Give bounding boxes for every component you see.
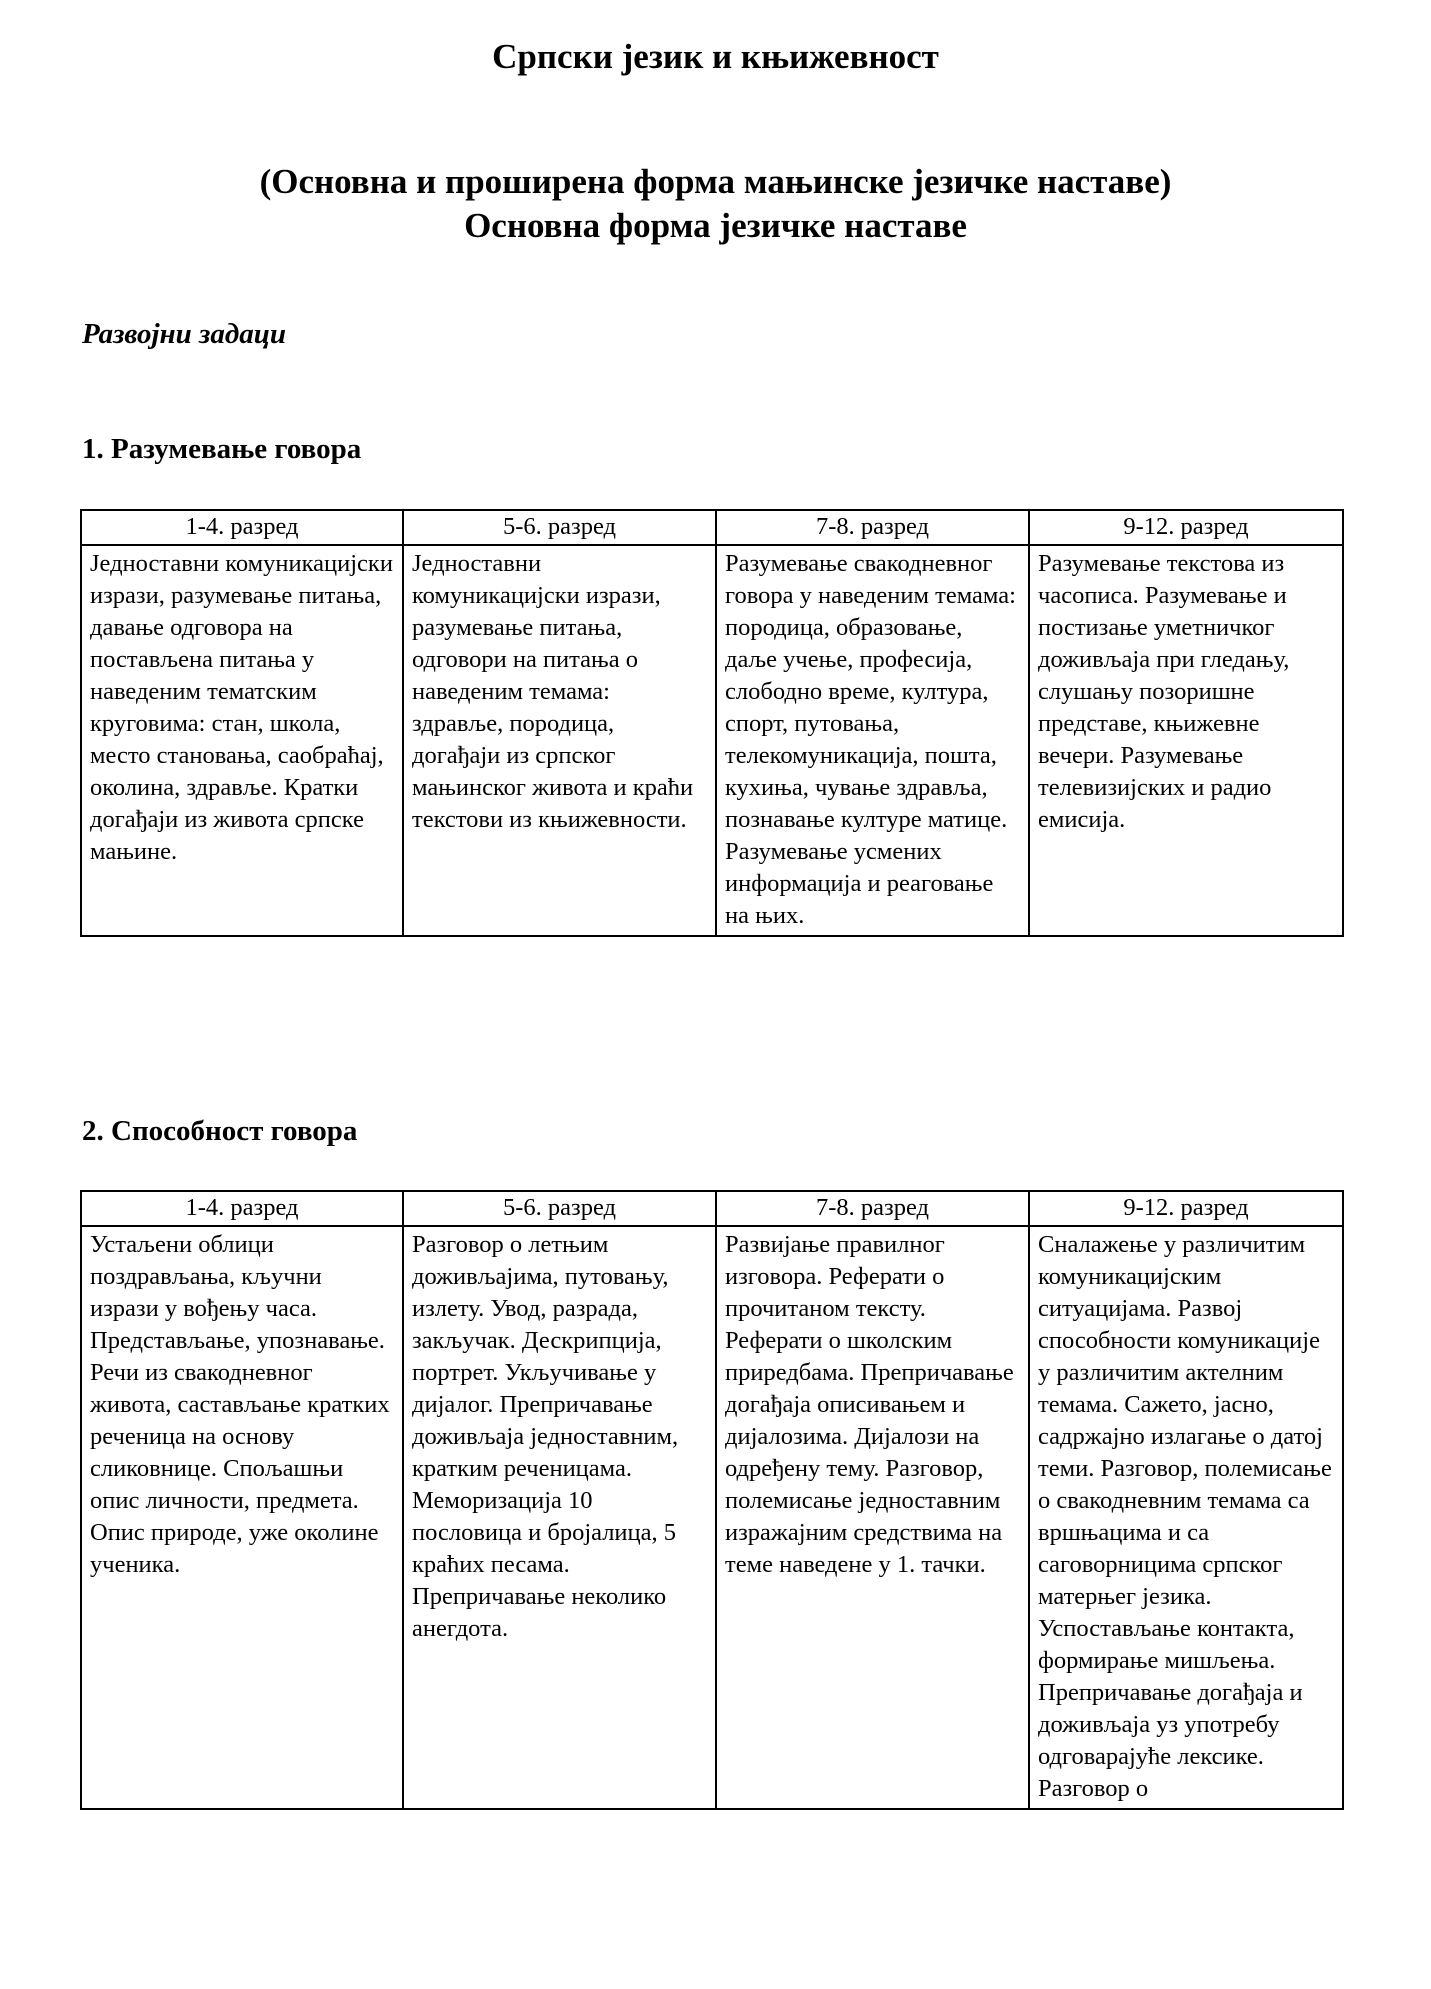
table-cell: Разумевање свакодневног говора у наведеним темама: породица, образовање, даље учење, професија, слободно време, култура, спорт, путовања, телекомуникација, пошта, кухиња, чување здравља, познавање културе матице. Разумевање усмених информација и реаговање на њих. (716, 545, 1029, 936)
table-header-row (81, 1191, 1343, 1226)
section-heading-understanding: 1. Разумевање говора (82, 433, 362, 465)
column-header: 7-8. разред (716, 510, 1029, 545)
document-title: Српски језик и књижевност (492, 37, 939, 76)
table-cell: Развијање правилног изговора. Реферати о прочитаном тексту. Реферати о школским приредбама. Препричавање догађаја описивањем и дијалозима. Дијалози на одређену тему. Разговор, полемисање једноставним изражајним средствима на теме наведене у 1. тачки. (716, 1226, 1029, 1809)
table-header-row (81, 510, 1343, 545)
column-header: 9-12. разред (1029, 1191, 1343, 1226)
section-heading-speaking: 2. Способност говора (82, 1115, 358, 1147)
table-cell: Разумевање текстова из часописа. Разумевање и постизање уметничког доживљаја при гледању, слушању позоришне представе, књижевне вечери. Разумевање телевизијских и радио емисија. (1029, 545, 1343, 936)
column-header: 1-4. разред (81, 1191, 403, 1226)
column-header: 5-6. разред (403, 510, 716, 545)
section-label: Развојни задаци (82, 318, 286, 350)
table-cell: Једноставни комуникацијски изрази, разумевање питања, одговори на питања о наведеним темама: здравље, породица, догађаји из српског мањинског живота и краћи текстови из књижевности. (403, 545, 716, 936)
table-cell: Једноставни комуникацијски изрази, разумевање питања, давање одговора на постављена питања у наведеним тематским круговима: стан, школа, место становања, саобраћај, околина, здравље. Кратки догађаји из живота српске мањине. (81, 545, 403, 936)
document-subtitle-form: Основна форма језичке наставе (464, 206, 967, 245)
table-cell: Разговор о летњим доживљајима, путовању, излету. Увод, разрада, закључак. Дескрипција, портрет. Укључивање у дијалог. Препричавање доживљаја једноставним, кратким реченицама. Меморизација 10 пословица и бројалица, 5 краћих песама. Препричавање неколико анегдота. (403, 1226, 716, 1809)
table-cell: Устаљени облици поздрављања, кључни изрази у вођењу часа. Представљање, упознавање. Речи из свакодневног живота, састављање кратких реченица на основу сликовнице. Спољашњи опис личности, предмета. Опис природе, уже околине ученика. (81, 1226, 403, 1809)
table-cell: Сналажење у различитим комуникацијским ситуацијама. Развој способности комуникације у различитим актелним темама. Сажето, јасно, садржајно излагање о датој теми. Разговор, полемисање о свакодневним темама са вршњацима и са саговорницима српског матерњег језика. Успостављање контакта, формирање мишљења. Препричавање догађаја и доживљаја уз употребу одговарајуће лексике. Разговор о (1029, 1226, 1343, 1809)
understanding-table (80, 509, 1344, 937)
column-header: 7-8. разред (716, 1191, 1029, 1226)
column-header: 5-6. разред (403, 1191, 716, 1226)
speaking-table (80, 1190, 1344, 1810)
document-subtitle: (Основна и проширена форма мањинске језичке наставе) (259, 162, 1172, 201)
column-header: 9-12. разред (1029, 510, 1343, 545)
column-header: 1-4. разред (81, 510, 403, 545)
table-row (81, 545, 1343, 936)
table-row (81, 1226, 1343, 1809)
